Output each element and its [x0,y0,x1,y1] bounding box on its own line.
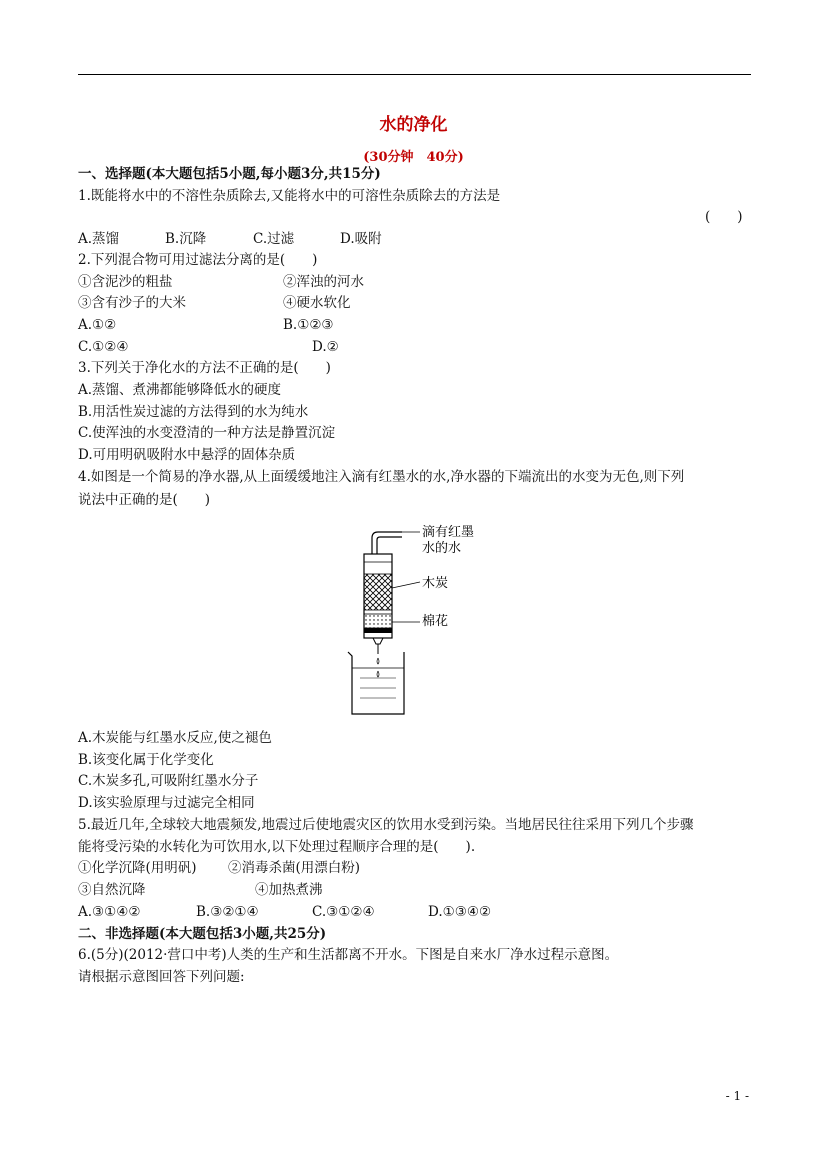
q6-line2: 请根据示意图回答下列问题: [78,969,245,985]
q2-item-3: ③含有沙子的大米 [78,295,186,311]
q2-option-b: B.①②③ [283,317,334,333]
q2-item-1: ①含泥沙的粗盐 [78,274,173,290]
beaker [348,652,404,714]
label-red-ink-water-1: 滴有红墨 [422,525,475,540]
q1-option-c: C.过滤 [253,231,295,247]
q4-option-c: C.木炭多孔,可吸附红墨水分子 [78,773,259,789]
q1-option-d: D.吸附 [340,231,382,247]
q2-option-d: D.② [312,339,339,355]
q3-option-c: C.使浑浊的水变澄清的一种方法是静置沉淀 [78,425,336,441]
header-rule [78,74,751,75]
q4-option-a: A.木炭能与红墨水反应,使之褪色 [78,730,272,746]
q3-option-d: D.可用明矾吸附水中悬浮的固体杂质 [78,447,296,463]
section1-heading: 一、选择题(本大题包括5小题,每小题3分,共15分) [78,166,381,182]
q2-stem: 2.下列混合物可用过滤法分离的是( ) [78,252,318,268]
q5-stem-line2: 能将受污染的水转化为可饮用水,以下处理过程顺序合理的是( ). [78,839,476,855]
q2-option-c: C.①②④ [78,339,129,355]
q1-answer-blank: ( ) [705,209,743,225]
q5-option-a: A.③①④② [78,904,141,920]
q5-item-4: ④加热煮沸 [255,882,323,898]
q3-option-a: A.蒸馏、煮沸都能够降低水的硬度 [78,382,282,398]
q5-stem-line1: 5.最近几年,全球较大地震频发,地震过后使地震灾区的饮用水受到污染。当地居民往往采用下列几个步骤 [78,817,694,833]
q4-stem-line1: 4.如图是一个简易的净水器,从上面缓缓地注入滴有红墨水的水,净水器的下端流出的水变为无色,则下列 [78,469,685,485]
water-purifier-figure [340,518,490,720]
q5-option-b: B.③②①④ [196,904,259,920]
q3-option-b: B.用活性炭过滤的方法得到的水为纯水 [78,404,309,420]
q5-option-c: C.③①②④ [312,904,375,920]
q5-item-1: ①化学沉降(用明矾) [78,860,197,876]
q3-stem: 3.下列关于净化水的方法不正确的是( ) [78,360,331,376]
q1-stem: 1.既能将水中的不溶性杂质除去,又能将水中的可溶性杂质除去的方法是 [78,188,501,204]
q4-stem-line2: 说法中正确的是( ) [78,492,211,508]
q6-line1: 6.(5分)(2012·营口中考)人类的生产和生活都离不开水。下图是自来水厂净水过程示意图。 [78,947,619,963]
page-title: 水的净化 [379,115,448,135]
q2-option-a: A.①② [78,317,117,333]
q1-option-a: A.蒸馏 [78,231,120,247]
label-cotton: 棉花 [422,614,449,629]
q2-item-4: ④硬水软化 [283,295,351,311]
label-charcoal: 木炭 [422,576,449,591]
label-red-ink-water-2: 水的水 [422,541,462,556]
q5-item-2: ②消毒杀菌(用漂白粉) [228,860,361,876]
charcoal-layer [364,574,392,610]
q4-option-d: D.该实验原理与过滤完全相同 [78,795,255,811]
page-number: - 1 - [725,1089,749,1103]
q1-option-b: B.沉降 [165,231,207,247]
page-subtitle: (30分钟 40分) [363,150,464,165]
q5-item-3: ③自然沉降 [78,882,146,898]
q4-option-b: B.该变化属于化学变化 [78,752,214,768]
q5-option-d: D.①③④② [428,904,492,920]
section2-heading: 二、非选择题(本大题包括3小题,共25分) [78,926,327,942]
q2-item-2: ②浑浊的河水 [283,274,364,290]
cotton-layer [364,614,392,628]
